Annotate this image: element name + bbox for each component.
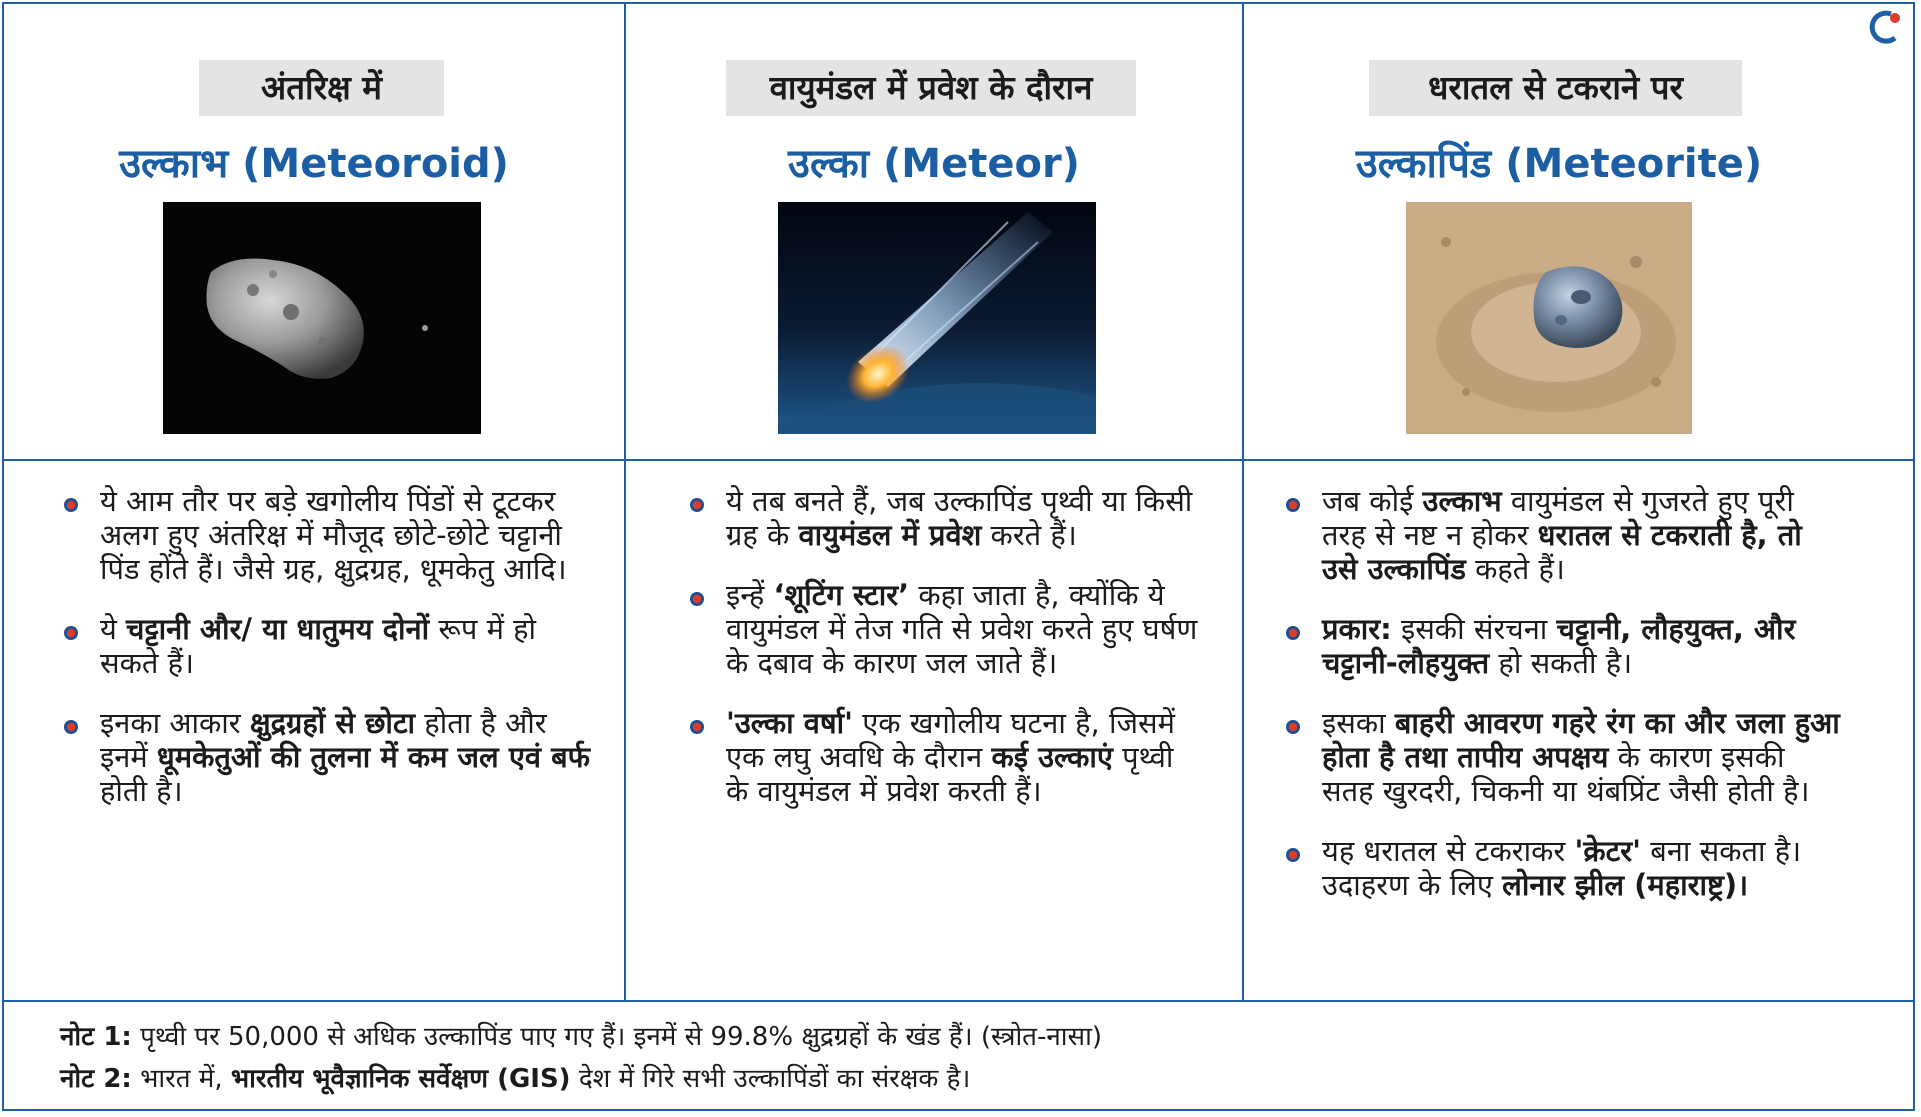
row-divider bbox=[4, 459, 1913, 461]
bullet-icon bbox=[690, 720, 704, 734]
term-title: उल्काभ (Meteoroid) bbox=[119, 141, 509, 187]
text: देश में गिरे सभी उल्कापिंडों का संरक्षक है। bbox=[570, 1064, 971, 1094]
text: बना सकता है। उदाहरण के लिए bbox=[1322, 834, 1802, 902]
meteor-image bbox=[778, 202, 1096, 434]
stage-label: वायुमंडल में प्रवेश के दौरान bbox=[726, 60, 1136, 116]
bullet-icon bbox=[690, 592, 704, 606]
text: होती है। bbox=[100, 774, 183, 808]
text: ये आम तौर पर बड़े खगोलीय पिंडों से टूटकर अलग हुए अंतरिक्ष में मौजूद छोटे-छोटे चट्टानी पिंड होंते हैं। जैसे ग्रह, क्षुद्रग्रह, धूमकेतु आदि। bbox=[100, 484, 567, 586]
bullet-icon bbox=[64, 626, 78, 640]
list-item bbox=[688, 578, 1198, 680]
meteorite-image bbox=[1406, 202, 1692, 434]
bold-text: धूमकेतुओं की तुलना में कम जल एवं बर्फ bbox=[156, 740, 590, 774]
text: ये तब बनते हैं, जब उल्कापिंड पृथ्वी या किसी ग्रह के bbox=[726, 484, 1193, 552]
text: एक खगोलीय घटना है, जिसमें एक लघु अवधि के दौरान bbox=[726, 706, 1175, 774]
bold-text: नोट 1: bbox=[60, 1022, 132, 1052]
text: करते हैं। bbox=[981, 518, 1077, 552]
text: यह धरातल से टकराकर bbox=[1322, 834, 1575, 868]
text: होता है और इनमें bbox=[100, 706, 547, 774]
bold-text: चट्टानी, लौहयुक्त, और चट्टानी-लौहयुक्त bbox=[1322, 612, 1796, 680]
column-meteor bbox=[626, 4, 1242, 808]
bold-text: ‘शूटिंग स्टार’ bbox=[773, 578, 910, 612]
text: हो सकती है। bbox=[1489, 646, 1633, 680]
term-title: उल्कापिंड (Meteorite) bbox=[1355, 141, 1763, 187]
bullet-icon bbox=[64, 720, 78, 734]
bold-text: बाहरी आवरण गहरे रंग का और जला हुआ होता है तथा तापीय अपक्षय bbox=[1322, 706, 1840, 774]
text: वायुमंडल से गुजरते हुए पूरी तरह से नष्ट न होकर bbox=[1322, 484, 1794, 552]
bold-text: नोट 2: bbox=[60, 1064, 132, 1094]
column-meteorite bbox=[1244, 4, 1917, 902]
bold-text: लोनार झील (महाराष्ट्र)। bbox=[1502, 868, 1749, 902]
list-item bbox=[62, 484, 592, 586]
list-item bbox=[1284, 834, 1844, 902]
notes-divider bbox=[4, 1000, 1913, 1002]
bold-text: चट्टानी और/ या धातुमय दोनों bbox=[126, 612, 430, 646]
text: भारत में, bbox=[131, 1064, 231, 1094]
list-item bbox=[62, 612, 592, 680]
meteoroid-points bbox=[62, 484, 592, 834]
bold-text: भारतीय भूवैज्ञानिक सर्वेक्षण (GIS) bbox=[230, 1064, 571, 1094]
note-2 bbox=[60, 1058, 1102, 1100]
list-item bbox=[688, 484, 1198, 552]
bullet-icon bbox=[1286, 720, 1300, 734]
bullet-icon bbox=[1286, 498, 1300, 512]
list-item bbox=[688, 706, 1198, 808]
text: इनका आकार bbox=[100, 706, 250, 740]
bold-text: क्षुद्रग्रहों से छोटा bbox=[249, 706, 416, 740]
text: इसका bbox=[1322, 706, 1395, 740]
text: कहते हैं। bbox=[1465, 552, 1565, 586]
text: पृथ्वी पर 50,000 से अधिक उल्कापिंड पाए गए हैं। इनमें से 99.8% क्षुद्रग्रहों के खंड हैं। (स्त्रोत-नासा) bbox=[131, 1022, 1102, 1052]
list-item bbox=[1284, 612, 1844, 680]
stage-label: धरातल से टकराने पर bbox=[1369, 60, 1742, 116]
term-title: उल्का (Meteor) bbox=[788, 141, 1080, 187]
bold-text: कई उल्काएं bbox=[991, 740, 1113, 774]
bold-text: उल्काभ bbox=[1422, 484, 1502, 518]
meteorite-points bbox=[1284, 484, 1844, 928]
bullet-icon bbox=[690, 498, 704, 512]
meteor-points bbox=[688, 484, 1198, 834]
text: जब कोई bbox=[1322, 484, 1423, 518]
stage-label: अंतरिक्ष में bbox=[199, 60, 444, 116]
list-item bbox=[1284, 484, 1844, 586]
list-item bbox=[62, 706, 592, 808]
text: इन्हें bbox=[726, 578, 774, 612]
bullet-icon bbox=[1286, 626, 1300, 640]
text: के कारण इसकी सतह खुरदरी, चिकनी या थंबप्रिंट जैसी होती है। bbox=[1322, 740, 1810, 808]
text: इसकी संरचना bbox=[1391, 612, 1557, 646]
bold-text: वायुमंडल में प्रवेश bbox=[798, 518, 982, 552]
text: ये bbox=[100, 612, 127, 646]
column-meteoroid bbox=[4, 4, 624, 808]
bold-text: प्रकार: bbox=[1322, 612, 1392, 646]
note-1 bbox=[60, 1016, 1102, 1058]
comparison-table bbox=[2, 2, 1915, 1111]
notes-section bbox=[60, 1016, 1102, 1100]
text: कहा जाता है, क्योंकि ये वायुमंडल में तेज गति से प्रवेश करते हुए घर्षण के दबाव के कारण जल जाते हैं। bbox=[726, 578, 1198, 680]
list-item bbox=[1284, 706, 1844, 808]
text: पृथ्वी के वायुमंडल में प्रवेश करती हैं। bbox=[726, 740, 1174, 808]
asteroid-image bbox=[163, 202, 481, 434]
bullet-icon bbox=[64, 498, 78, 512]
bold-text: धरातल से टकराती है, तो उसे उल्कापिंड bbox=[1322, 518, 1802, 586]
bullet-icon bbox=[1286, 848, 1300, 862]
brand-logo-icon bbox=[1861, 10, 1907, 46]
bold-text: 'क्रेटर' bbox=[1574, 834, 1642, 868]
text: रूप में हो सकते हैं। bbox=[100, 612, 537, 680]
bold-text: 'उल्का वर्षा' bbox=[726, 706, 854, 740]
